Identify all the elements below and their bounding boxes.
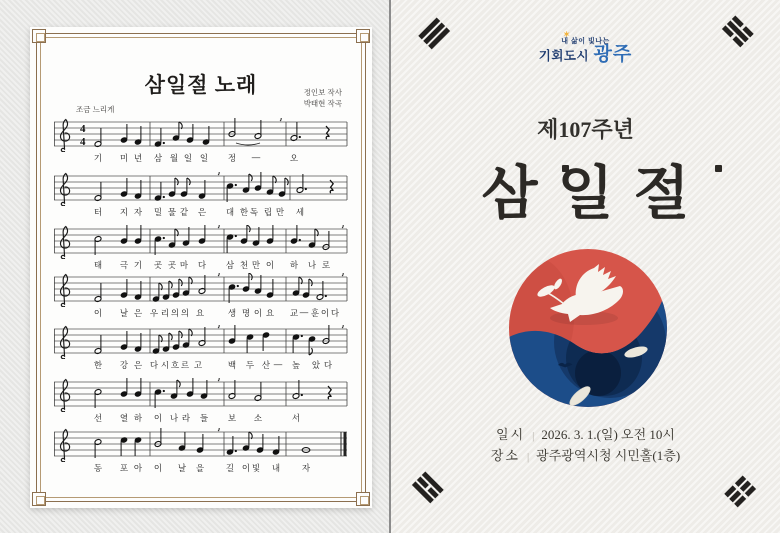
lyric-syllable: 월 <box>169 153 179 163</box>
event-title <box>391 146 780 230</box>
music-note <box>254 275 262 294</box>
music-note <box>170 380 180 399</box>
lyric-line <box>54 412 350 425</box>
lyric-syllable: 곳 <box>167 260 177 270</box>
lyric-syllable: 서 <box>291 413 301 423</box>
music-staff-row <box>54 273 350 323</box>
music-note <box>198 275 206 294</box>
lyric-syllable: 포 <box>119 463 129 473</box>
lyric-syllable: 열 <box>119 413 129 423</box>
lyric-syllable: 태 <box>93 260 103 270</box>
frame-corner-ornament <box>356 492 370 506</box>
lyric-syllable: 시 <box>160 360 170 370</box>
lyric-line <box>54 307 350 320</box>
lyric-syllable: 르 <box>180 360 190 370</box>
music-note <box>226 183 237 202</box>
event-date: 2026. 3. 1.(일) 오전 10시 <box>541 427 675 442</box>
title-char: 절 <box>634 161 710 226</box>
lyric-syllable: 들 <box>199 413 209 423</box>
star-icon: ✶ <box>563 30 571 39</box>
lyric-syllable: 세 <box>295 207 305 217</box>
treble-clef-icon <box>61 380 70 412</box>
tempo-marking: 조금 느리게 <box>76 105 115 114</box>
music-note <box>292 277 302 296</box>
event-date-line: 일시 | 2026. 3. 1.(일) 오전 10시 <box>496 427 675 442</box>
lyric-syllable: 나 <box>307 260 317 270</box>
music-note <box>162 333 172 352</box>
music-note <box>94 283 102 302</box>
treble-clef-icon <box>61 275 70 307</box>
music-note <box>178 432 186 451</box>
lyric-syllable: 같 <box>179 207 189 217</box>
lyric-syllable: 이 <box>153 413 163 423</box>
lyric-syllable: 아 <box>133 463 143 473</box>
music-staff <box>54 325 348 359</box>
music-note <box>152 283 162 302</box>
svg-text:4: 4 <box>80 136 86 148</box>
lyric-syllable: 일 <box>183 153 193 163</box>
music-note <box>272 436 280 455</box>
lyric-syllable: 극 <box>119 260 129 270</box>
breath-mark <box>218 273 219 276</box>
music-note <box>254 120 262 139</box>
music-note <box>242 432 252 451</box>
music-staff-row <box>54 225 350 275</box>
lyric-syllable: 다 <box>149 360 159 370</box>
music-staff-row <box>54 325 350 375</box>
lyric-syllable: 생 <box>227 308 237 318</box>
lyric-syllable: 삼 <box>153 153 163 163</box>
logo-city-text: 광주 <box>593 44 633 65</box>
breath-mark <box>342 273 343 276</box>
lyric-syllable: 을 <box>195 463 205 473</box>
lyric-syllable: 이 <box>241 463 251 473</box>
lyric-syllable: 일 <box>199 153 209 163</box>
lyric-syllable: 대 <box>225 207 235 217</box>
lyric-syllable: 훈 <box>310 308 320 318</box>
song-credits <box>304 87 342 109</box>
lyric-syllable: 립 <box>263 207 273 217</box>
lyric-syllable: 동 <box>93 463 103 473</box>
music-staff-row <box>54 118 350 168</box>
lyric-syllable: 리 <box>160 308 170 318</box>
music-staff <box>54 428 348 462</box>
lyric-syllable: 고 <box>193 360 203 370</box>
lyric-syllable: 하 <box>289 260 299 270</box>
music-staff <box>54 172 348 206</box>
lyric-line <box>54 152 350 165</box>
lyric-syllable: 독 <box>249 207 259 217</box>
lyric-syllable: 보 <box>227 413 237 423</box>
trigram-ri <box>412 472 443 503</box>
music-note <box>134 126 142 145</box>
time-signature: 4 <box>80 123 86 135</box>
lyric-syllable: 다 <box>330 308 340 318</box>
frame-corner-ornament <box>32 29 46 43</box>
music-note <box>94 236 102 255</box>
lyric-syllable: 았 <box>311 360 321 370</box>
treble-clef-icon <box>61 120 70 152</box>
lyric-syllable: 높 <box>291 360 301 370</box>
music-note <box>134 281 142 300</box>
music-note <box>94 182 102 201</box>
lyric-syllable: 산 <box>261 360 271 370</box>
breath-mark <box>218 325 219 328</box>
breath-mark <box>280 118 281 121</box>
lyric-syllable: — <box>299 307 309 317</box>
lyric-syllable: 우 <box>149 308 159 318</box>
lyric-syllable: — <box>273 359 283 369</box>
music-note <box>154 389 165 408</box>
music-note <box>172 122 182 141</box>
music-note <box>228 380 236 399</box>
lyric-syllable: 곳 <box>153 260 163 270</box>
music-note <box>198 327 206 346</box>
lyric-syllable: 교 <box>289 308 299 318</box>
treble-clef-icon <box>61 174 70 206</box>
lyric-syllable: 한 <box>239 207 249 217</box>
logo-tagline: ✶ 내 삶이 빛나는 <box>561 30 610 45</box>
lyric-syllable: 은 <box>197 207 207 217</box>
music-note <box>226 436 237 455</box>
lyric-syllable: 기 <box>133 260 143 270</box>
poster-page <box>391 0 780 533</box>
lyric-syllable: 만 <box>275 207 285 217</box>
breath-mark <box>342 325 343 328</box>
music-note <box>154 236 165 255</box>
music-note <box>182 329 192 348</box>
lyric-line <box>54 359 350 372</box>
lyric-syllable: 나 <box>169 413 179 423</box>
lyric-syllable: 빛 <box>251 463 261 473</box>
lyric-syllable: 자 <box>133 207 143 217</box>
music-note <box>292 334 303 353</box>
lyric-syllable: 강 <box>119 360 129 370</box>
lyric-syllable: 하 <box>133 413 143 423</box>
song-title: 삼일절 노래 <box>144 73 258 97</box>
lyric-syllable: 다 <box>197 260 207 270</box>
lyric-syllable: 마 <box>179 260 189 270</box>
event-info <box>391 425 780 467</box>
lyric-syllable: 만 <box>251 260 261 270</box>
treble-clef-icon <box>61 327 70 359</box>
music-note <box>296 174 307 193</box>
lyric-syllable: 은 <box>133 308 143 318</box>
music-note <box>252 227 260 246</box>
lyric-syllable: 길 <box>225 463 235 473</box>
title-char: 삼 <box>481 161 557 226</box>
music-note <box>162 281 172 300</box>
music-note <box>308 229 318 248</box>
music-staff <box>54 118 348 152</box>
lyric-syllable: 천 <box>239 260 249 270</box>
lyric-syllable: 흐 <box>170 360 180 370</box>
lyric-syllable: 두 <box>245 360 255 370</box>
lyric-syllable: 오 <box>289 153 299 163</box>
lyric-syllable: — <box>251 152 261 162</box>
lyric-syllable: 의 <box>180 308 190 318</box>
lyric-syllable: 미 <box>119 153 129 163</box>
music-note <box>246 334 254 353</box>
lyric-syllable: 기 <box>93 153 103 163</box>
music-note <box>134 180 142 199</box>
music-staff-row <box>54 378 350 428</box>
music-note <box>182 227 190 246</box>
music-note <box>290 122 301 141</box>
logo-brand-text: 기회도시 <box>538 49 590 63</box>
music-note <box>308 336 316 355</box>
music-staff-row <box>54 172 350 222</box>
lyric-syllable: 이 <box>320 308 330 318</box>
breath-mark <box>218 378 219 381</box>
trigram-gon <box>724 476 755 507</box>
lyric-syllable: 자 <box>301 463 311 473</box>
music-note <box>242 174 252 193</box>
music-note <box>198 180 206 199</box>
gwangju-city-logo <box>391 30 780 63</box>
music-note <box>154 182 165 201</box>
lyric-syllable: 백 <box>227 360 237 370</box>
treble-clef-icon <box>61 430 70 462</box>
music-note <box>154 128 165 147</box>
music-note <box>226 234 237 253</box>
lyric-syllable: 이 <box>93 308 103 318</box>
frame-corner-ornament <box>32 492 46 506</box>
music-note <box>292 380 303 399</box>
lyric-syllable: 다 <box>323 360 333 370</box>
music-note <box>94 439 102 458</box>
frame-corner-ornament <box>356 29 370 43</box>
music-note <box>120 437 128 456</box>
taegeuk-dove-emblem <box>506 246 670 410</box>
music-note <box>200 380 208 399</box>
lyric-syllable: 소 <box>253 413 263 423</box>
lyric-syllable: 터 <box>93 207 103 217</box>
lyric-syllable: 요 <box>265 308 275 318</box>
lyric-syllable: 지 <box>119 207 129 217</box>
lyric-syllable: 밀 <box>153 207 163 217</box>
breath-mark <box>342 225 343 228</box>
lyric-syllable: 삼 <box>225 260 235 270</box>
lyric-line <box>54 462 350 475</box>
lyric-syllable: 요 <box>195 308 205 318</box>
lyric-syllable: 라 <box>181 413 191 423</box>
lyric-line <box>54 206 350 219</box>
music-staff <box>54 273 348 307</box>
music-note <box>316 281 327 300</box>
lyric-syllable: 로 <box>321 260 331 270</box>
lyric-syllable: 한 <box>93 360 103 370</box>
music-staff <box>54 378 348 412</box>
lyric-syllable: 명 <box>241 308 251 318</box>
lyric-syllable: 내 <box>271 463 281 473</box>
music-note <box>152 335 162 354</box>
lyric-syllable: 물 <box>167 207 177 217</box>
lyricist-credit: 정인보 작사 <box>303 88 342 97</box>
event-venue-line: 장소 | 광주광역시청 시민홀(1층) <box>490 448 681 463</box>
lyric-syllable: 날 <box>177 463 187 473</box>
lyric-syllable: 날 <box>119 308 129 318</box>
tie-arc <box>236 143 260 145</box>
music-staff-row <box>54 428 350 478</box>
sheet-music-page <box>0 0 389 533</box>
breath-mark <box>218 428 219 431</box>
lyric-syllable: 정 <box>227 153 237 163</box>
music-note <box>94 389 102 408</box>
lyric-line <box>54 259 350 272</box>
sheet-paper <box>30 27 372 508</box>
music-staff <box>54 225 348 259</box>
music-note <box>94 128 102 147</box>
breath-mark <box>218 225 219 228</box>
lyric-syllable: 이 <box>265 260 275 270</box>
lyric-syllable: 선 <box>93 413 103 423</box>
lyric-syllable: 년 <box>133 153 143 163</box>
music-note <box>134 437 142 456</box>
event-venue: 광주광역시청 시민홀(1층) <box>536 448 681 463</box>
music-note <box>182 277 192 296</box>
music-note <box>134 333 142 352</box>
composer-credit: 박태현 작곡 <box>303 99 342 108</box>
lyric-syllable: 의 <box>170 308 180 318</box>
music-note <box>202 126 210 145</box>
title-char: 일 <box>557 161 634 226</box>
lyric-syllable: 은 <box>133 360 143 370</box>
music-note <box>266 176 276 195</box>
music-note <box>254 382 262 401</box>
music-note <box>168 229 178 248</box>
breath-mark <box>218 172 219 175</box>
music-note <box>94 335 102 354</box>
lyric-syllable: 이 <box>153 463 163 473</box>
music-note <box>228 284 239 303</box>
treble-clef-icon <box>61 227 70 259</box>
title-dot <box>715 165 722 172</box>
anniversary-subtitle: 제107주년 <box>537 117 634 142</box>
lyric-syllable: 이 <box>253 308 263 318</box>
